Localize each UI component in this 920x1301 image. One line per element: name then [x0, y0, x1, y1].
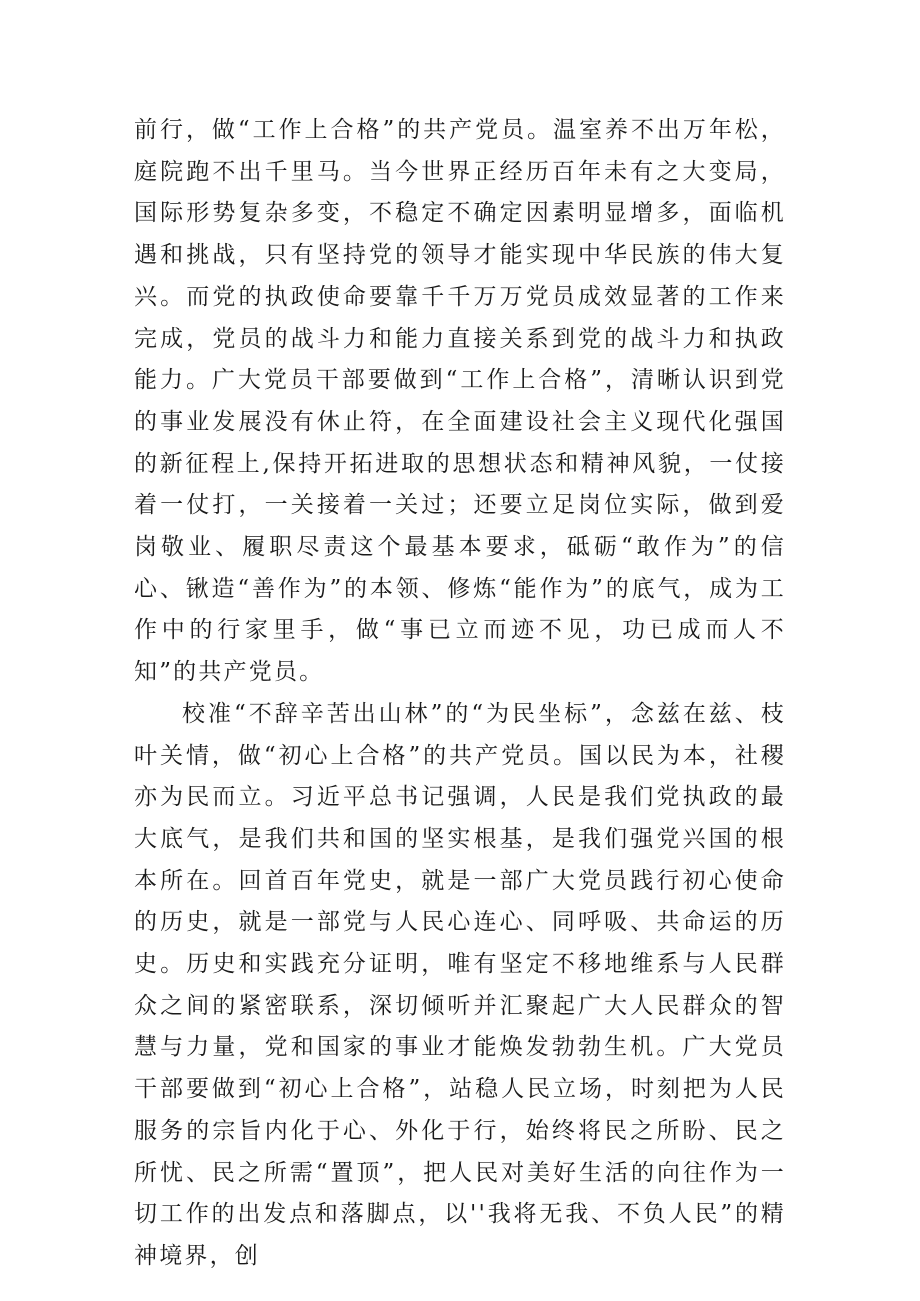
- paragraph-original-aspiration: 校准“不辞辛苦出山林”的“为民坐标”，念兹在兹、枝叶关情，做“初心上合格”的共产党员。国以民为本，社稷亦为民而立。习近平总书记强调，人民是我们党执政的最大底气，是我们共和国的坚实根基，是我们强党兴国的根本所在。回首百年党史，就是一部广大党员践行初心使命的历史，就是一部党与人民心连心、同呼吸、共命运的历史。历史和实践充分证明，唯有坚定不移地维系与人民群众之间的紧密联系，深切倾听并汇聚起广大人民群众的智慧与力量，党和国家的事业才能焕发勃勃生机。广大党员干部要做到“初心上合格”，站稳人民立场，时刻把为人民服务的宗旨内化于心、外化于行，始终将民之所盼、民之所忧、民之所需“置顶”，把人民对美好生活的向往作为一切工作的出发点和落脚点，以''我将无我、不负人民”的精神境界，创: [134, 700, 786, 1269]
- document-body: [134, 110, 786, 1278]
- paragraph-work-qualified: 前行，做“工作上合格”的共产党员。温室养不出万年松，庭院跑不出千里马。当今世界正经历百年未有之大变局，国际形势复杂多变，不稳定不确定因素明显增多，面临机遇和挑战，只有坚持党的领导才能实现中华民族的伟大复兴。而党的执政使命要靠千千万万党员成效显著的工作来完成，党员的战斗力和能力直接关系到党的战斗力和执政能力。广大党员干部要做到“工作上合格”，清晰认识到党的事业发展没有休止符，在全面建设社会主义现代化强国的新征程上,保持开拓进取的思想状态和精神风貌，一仗接着一仗打，一关接着一关过；还要立足岗位实际，做到爱岗敬业、履职尽责这个最基本要求，砥砺“敢作为”的信心、锹造“善作为”的本领、修炼“能作为”的底气，成为工作中的行家里手，做“事已立而迹不见，功已成而人不知”的共产党员。: [134, 117, 786, 686]
